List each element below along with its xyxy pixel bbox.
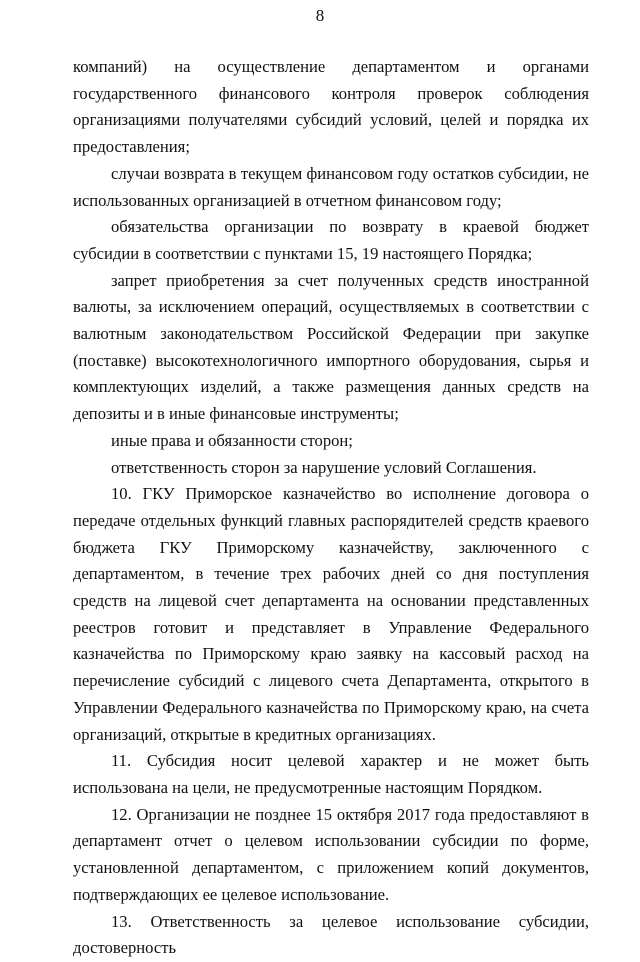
paragraph-return-cases: случаи возврата в текущем финансовом году остатков субсидии, не использованных организацией в отчетном финансовом году; bbox=[73, 163, 589, 210]
paragraph-continuation: компаний) на осуществление департаментом и органами государственного финансового контроля проверок соблюдения организациями получателями субсидий условий, целей и порядка их предоставления; bbox=[73, 57, 589, 157]
paragraph-item-13: 13. Ответственность за целевое использование субсидии, достоверность bbox=[73, 911, 589, 958]
paragraph-item-12: 12. Организации не позднее 15 октября 2017 года предоставляют в департамент отчет о целевом использовании субсидии по форме, установленной департаментом, с приложением копий документов, подтверждающих ее целевое использование. bbox=[73, 804, 589, 904]
page-number: 8 bbox=[315, 6, 325, 25]
paragraph-return-obligations: обязательства организации по возврату в краевой бюджет субсидии в соответствии с пунктами 15, 19 настоящего Порядка; bbox=[73, 217, 589, 263]
paragraph-currency-prohibition: запрет приобретения за счет полученных средств иностранной валюты, за исключением операций, осуществляемых в соответствии с валютным законодательством Российской Федерации при закупке (поставке) высокотехнологичного импортного оборудования, сырья и комплектующих изделий, а также размещения данных средств на депозиты и в иные финансовые инструменты; bbox=[73, 270, 589, 424]
paragraph-responsibility: ответственность сторон за нарушение условий Соглашения. bbox=[111, 457, 537, 477]
paragraph-rights-duties: иные права и обязанности сторон; bbox=[111, 430, 353, 450]
paragraph-item-10: 10. ГКУ Приморское казначейство во исполнение договора о передаче отдельных функций главных распорядителей средств краевого бюджета ГКУ Приморскому казначейству, заключенного с департаментом, в течение трех рабочих дней со дня поступления средств на лицевой счет департамента на основании представленных реестров готовит и представляет в Управление Федерального казначейства по Приморскому краю заявку на кассовый расход на перечисление субсидий с лицевого счета Департамента, открытого в Управлении Федерального казначейства по Приморскому краю, на счета организаций, открытые в кредитных организациях. bbox=[73, 484, 589, 744]
document-body bbox=[73, 54, 589, 962]
paragraph-item-11: 11. Субсидия носит целевой характер и не может быть использована на цели, не предусмотренные настоящим Порядком. bbox=[73, 751, 589, 797]
